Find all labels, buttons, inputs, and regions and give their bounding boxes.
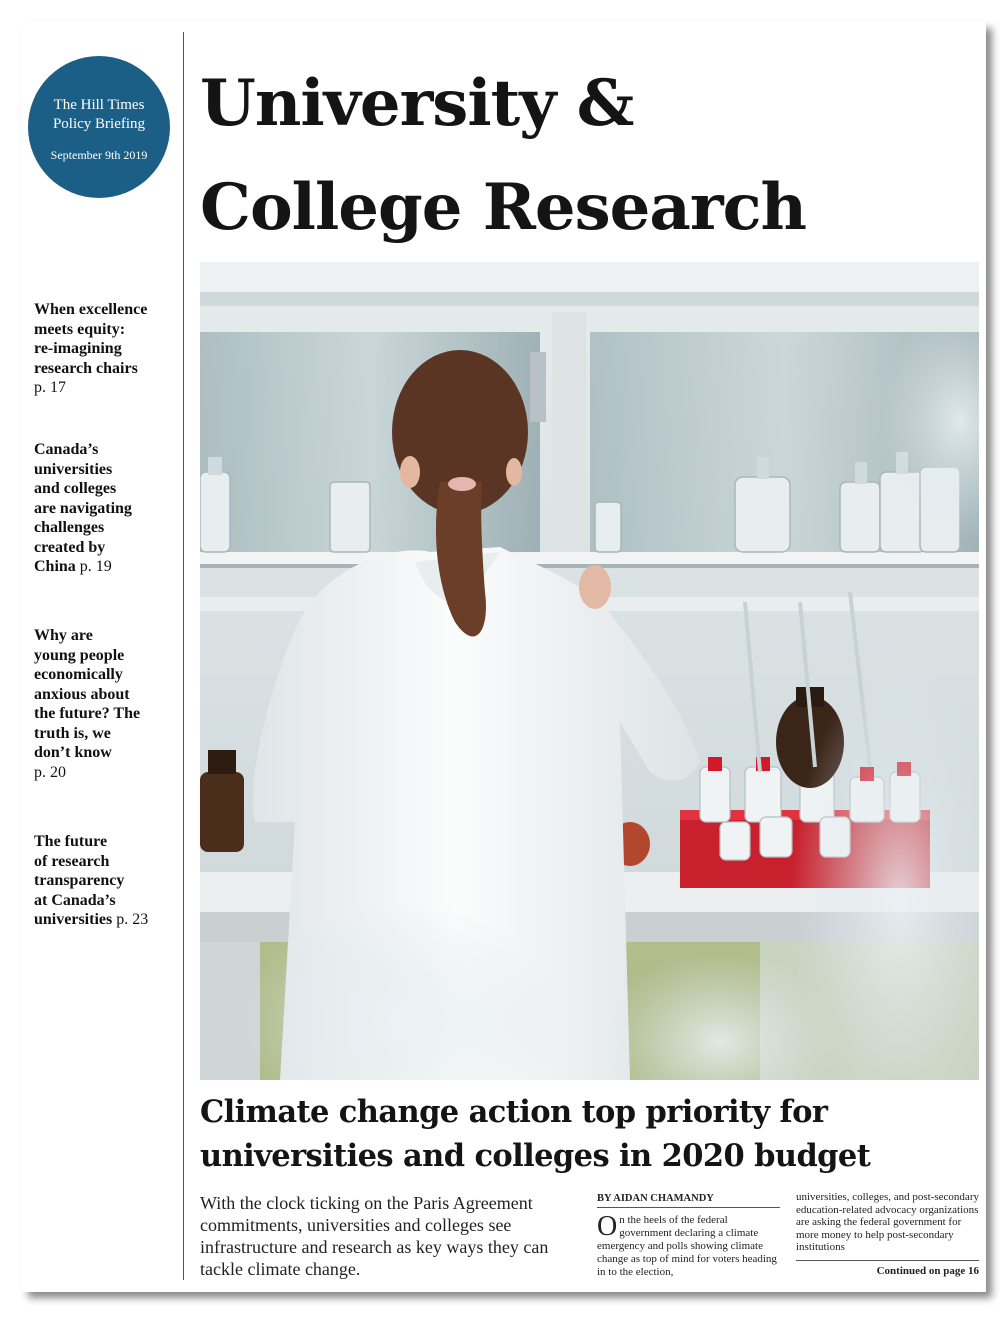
teaser-line: research chairs xyxy=(34,359,138,377)
column-rule xyxy=(796,1260,979,1261)
badge-publication: The Hill Times xyxy=(53,97,145,113)
teaser-line: created by xyxy=(34,538,106,556)
teaser-line: universities xyxy=(34,460,113,478)
badge-title xyxy=(28,96,170,134)
article-column-2: universities, colleges, and post-secondary education-related advocacy organizations are asking the federal government for more money to help post-secondary institutions xyxy=(796,1191,979,1253)
main-headline[interactable] xyxy=(200,1090,980,1178)
teaser-young-people[interactable] xyxy=(34,626,174,782)
teaser-line: universities xyxy=(34,911,113,928)
teaser-line: re-imagining xyxy=(34,340,122,357)
newspaper-cover xyxy=(22,22,986,1292)
teaser-page: p. 19 xyxy=(79,558,112,575)
article-byline: BY AIDAN CHAMANDY xyxy=(597,1193,780,1208)
masthead-title xyxy=(200,52,986,260)
teaser-page: p. 23 xyxy=(116,911,149,928)
article-text: n the heels of the federal government declaring a climate emergency and polls showing climate change as top of mind for voters heading in to the election, xyxy=(597,1214,777,1278)
teaser-line: young people xyxy=(34,646,125,664)
teaser-line: at Canada’s xyxy=(34,891,116,909)
drop-cap: O xyxy=(597,1211,618,1242)
teaser-line: Canada’s xyxy=(34,441,99,458)
teaser-page: p. 17 xyxy=(34,379,66,396)
teaser-line: don’t know xyxy=(34,744,112,761)
teaser-china-challenges[interactable] xyxy=(34,440,174,577)
teaser-research-chairs[interactable] xyxy=(34,300,174,398)
article-dek: With the clock ticking on the Paris Agreement commitments, universities and colleges see infrastructure and research as key ways they can tackle climate change. xyxy=(200,1193,549,1279)
masthead-line-2: College Research xyxy=(200,170,807,245)
teaser-line: truth is, we xyxy=(34,724,111,742)
teaser-line: Why are xyxy=(34,627,93,644)
teaser-line: meets equity: xyxy=(34,320,126,338)
publication-badge xyxy=(28,56,170,198)
teaser-line: are navigating xyxy=(34,499,132,517)
teaser-page: p. 20 xyxy=(34,763,66,781)
teaser-line: of research xyxy=(34,852,110,870)
teaser-line: anxious about xyxy=(34,685,130,703)
teaser-research-transparency[interactable] xyxy=(34,832,174,930)
teaser-line: China xyxy=(34,558,76,575)
masthead-line-1: University & xyxy=(200,66,634,141)
teaser-line: When excellence xyxy=(34,301,148,318)
teaser-line: economically xyxy=(34,666,123,683)
badge-date: September 9th 2019 xyxy=(50,148,148,162)
teaser-line: the future? The xyxy=(34,705,141,722)
column-divider xyxy=(183,32,184,1280)
badge-section: Policy Briefing xyxy=(52,116,146,132)
continued-link[interactable]: Continued on page 16 xyxy=(876,1265,979,1277)
article-column-1 xyxy=(597,1211,780,1279)
teaser-line: transparency xyxy=(34,872,125,889)
teaser-line: and colleges xyxy=(34,480,117,497)
headline-line-1: Climate change action top priority for xyxy=(200,1094,828,1130)
teaser-line: The future xyxy=(34,833,108,850)
headline-line-2: universities and colleges in 2020 budget xyxy=(200,1138,871,1174)
teaser-line: challenges xyxy=(34,519,105,536)
laboratory-photo xyxy=(200,262,979,1080)
